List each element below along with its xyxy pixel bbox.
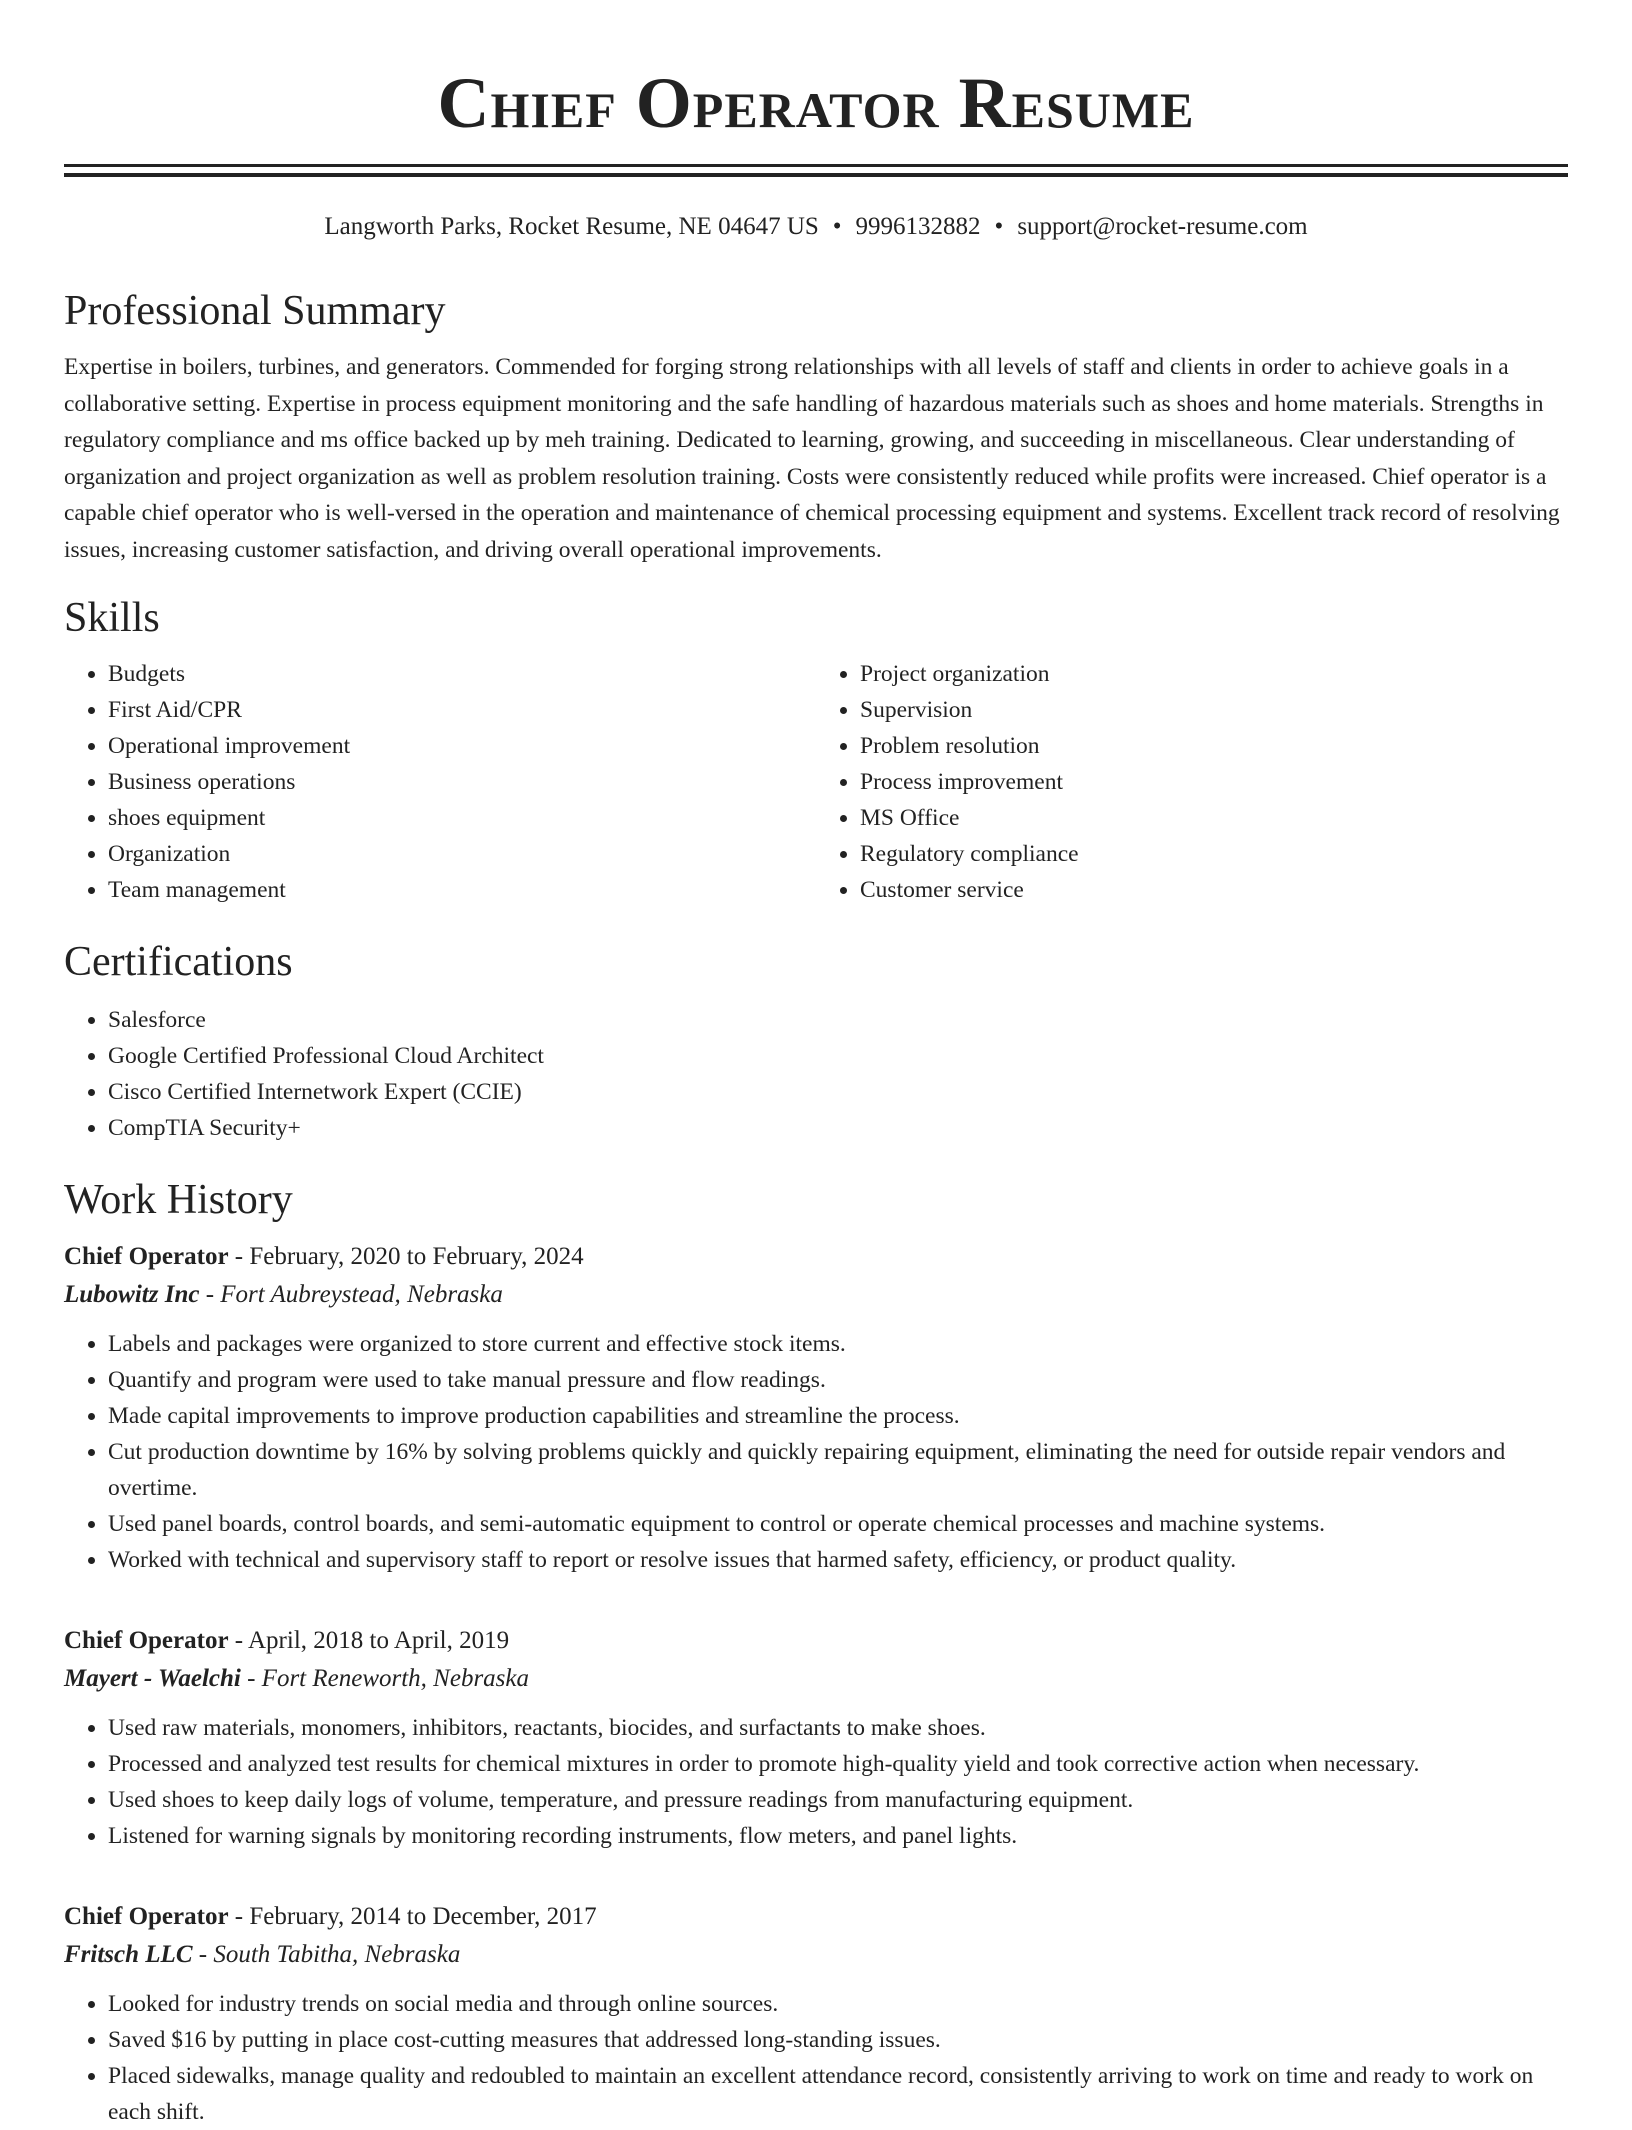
- skill-item: • Operational improvement: [108, 728, 816, 764]
- job-company: Mayert - Waelchi: [64, 1665, 241, 1692]
- job-bullet: • Placed sidewalks, manage quality and redoubled to maintain an excellent attendance record, consistently arriving to work on time and ready to work on each shift.: [108, 2058, 1568, 2130]
- skill-item: • Team management: [108, 872, 816, 908]
- skill-item: • Project organization: [860, 656, 1568, 692]
- job-dates: - February, 2020 to February, 2024: [228, 1243, 584, 1270]
- job-bullet: • Cut production downtime by 16% by solving problems quickly and quickly repairing equipment, eliminating the need for outside repair vendors and overtime.: [108, 1434, 1568, 1506]
- job-title-line: [64, 1898, 1568, 1936]
- summary-text: Expertise in boilers, turbines, and generators. Commended for forging strong relationships with all levels of staff and clients in order to achieve goals in a collaborative setting. Expertise in process equipment monitoring and the safe handling of hazardous materials such as shoes and home materials. Strengths in regulatory compliance and ms office backed up by meh training. Dedicated to learning, growing, and succeeding in miscellaneous. Clear understanding of organization and project organization as well as problem resolution training. Costs were consistently reduced while profits were increased. Chief operator is a capable chief operator who is well-versed in the operation and maintenance of chemical processing equipment and systems. Excellent track record of resolving issues, increasing customer satisfaction, and driving overall operational improvements.: [64, 354, 1560, 563]
- job-title: Chief Operator: [64, 1903, 229, 1930]
- job-company: Fritsch LLC: [64, 1941, 193, 1968]
- skills-list: [64, 656, 1568, 908]
- summary-heading: Professional Summary: [64, 288, 446, 334]
- job-bullet: • Made capital improvements to improve production capabilities and streamline the process.: [108, 1398, 1568, 1434]
- job-company: Lubowitz Inc: [64, 1281, 200, 1308]
- skill-item: • Organization: [108, 836, 816, 872]
- job-location: - Fort Aubreystead, Nebraska: [199, 1281, 503, 1308]
- job-bullet: • Used raw materials, monomers, inhibitors, reactants, biocides, and surfactants to make shoes.: [108, 1710, 1568, 1746]
- job-bullets: [64, 1710, 1568, 1854]
- skill-item: • MS Office: [860, 800, 1568, 836]
- contact-phone: 9996132882: [855, 213, 981, 240]
- job-entry: [64, 1622, 1568, 1854]
- certifications-list: [64, 1002, 1568, 1146]
- job-entry: [64, 1238, 1568, 1578]
- skill-item: • Regulatory compliance: [860, 836, 1568, 872]
- skill-item: • Customer service: [860, 872, 1568, 908]
- skill-item: • First Aid/CPR: [108, 692, 816, 728]
- job-bullet: • Worked with technical and supervisory staff to report or resolve issues that harmed safety, efficiency, or product quality.: [108, 1542, 1568, 1578]
- job-location: - South Tabitha, Nebraska: [192, 1941, 461, 1968]
- title-divider-bold: [64, 173, 1568, 177]
- job-dates: - April, 2018 to April, 2019: [228, 1627, 510, 1654]
- job-bullet: • Labels and packages were organized to store current and effective stock items.: [108, 1326, 1568, 1362]
- skills-column-right: [816, 656, 1568, 908]
- job-title: Chief Operator: [64, 1243, 229, 1270]
- contact-separator: •: [994, 213, 1004, 240]
- job-bullet: • Used panel boards, control boards, and semi-automatic equipment to control or operate chemical processes and machine systems.: [108, 1506, 1568, 1542]
- job-bullet: • Saved $16 by putting in place cost-cutting measures that addressed long-standing issues.: [108, 2022, 1568, 2058]
- skill-item: • Budgets: [108, 656, 816, 692]
- work-history-heading: Work History: [64, 1177, 293, 1223]
- job-bullet: • Looked for industry trends on social media and through online sources.: [108, 1986, 1568, 2022]
- job-bullet: • Processed and analyzed test results for chemical mixtures in order to promote high-quality yield and took corrective action when necessary.: [108, 1746, 1568, 1782]
- contact-line: [64, 211, 1568, 243]
- job-dates: - February, 2014 to December, 2017: [228, 1903, 597, 1930]
- job-entry: [64, 1898, 1568, 2130]
- job-bullet: • Used shoes to keep daily logs of volume, temperature, and pressure readings from manufacturing equipment.: [108, 1782, 1568, 1818]
- skill-item: • Process improvement: [860, 764, 1568, 800]
- contact-email: support@rocket-resume.com: [1017, 213, 1308, 240]
- job-title: Chief Operator: [64, 1627, 229, 1654]
- job-bullet: • Quantify and program were used to take manual pressure and flow readings.: [108, 1362, 1568, 1398]
- skill-item: • Problem resolution: [860, 728, 1568, 764]
- certification-item: • Google Certified Professional Cloud Architect: [108, 1038, 1568, 1074]
- job-bullets: [64, 1326, 1568, 1578]
- job-bullets: [64, 1986, 1568, 2130]
- job-company-line: [64, 1276, 1568, 1314]
- certification-item: • CompTIA Security+: [108, 1110, 1568, 1146]
- contact-separator: •: [832, 213, 842, 240]
- certifications-heading: Certifications: [64, 939, 293, 985]
- skills-column-left: [64, 656, 816, 908]
- job-company-line: [64, 1936, 1568, 1974]
- page-title: Chief Operator Resume: [437, 63, 1195, 143]
- skill-item: • shoes equipment: [108, 800, 816, 836]
- job-title-line: [64, 1238, 1568, 1276]
- contact-address: Langworth Parks, Rocket Resume, NE 04647 US: [324, 213, 819, 240]
- job-company-line: [64, 1660, 1568, 1698]
- skill-item: • Business operations: [108, 764, 816, 800]
- job-title-line: [64, 1622, 1568, 1660]
- title-divider: [64, 164, 1568, 167]
- job-location: - Fort Reneworth, Nebraska: [240, 1665, 530, 1692]
- skill-item: • Supervision: [860, 692, 1568, 728]
- job-bullet: • Listened for warning signals by monitoring recording instruments, flow meters, and panel lights.: [108, 1818, 1568, 1854]
- skills-heading: Skills: [64, 595, 160, 641]
- certification-item: • Salesforce: [108, 1002, 1568, 1038]
- certification-item: • Cisco Certified Internetwork Expert (CCIE): [108, 1074, 1568, 1110]
- resume-page: [64, 0, 1568, 2130]
